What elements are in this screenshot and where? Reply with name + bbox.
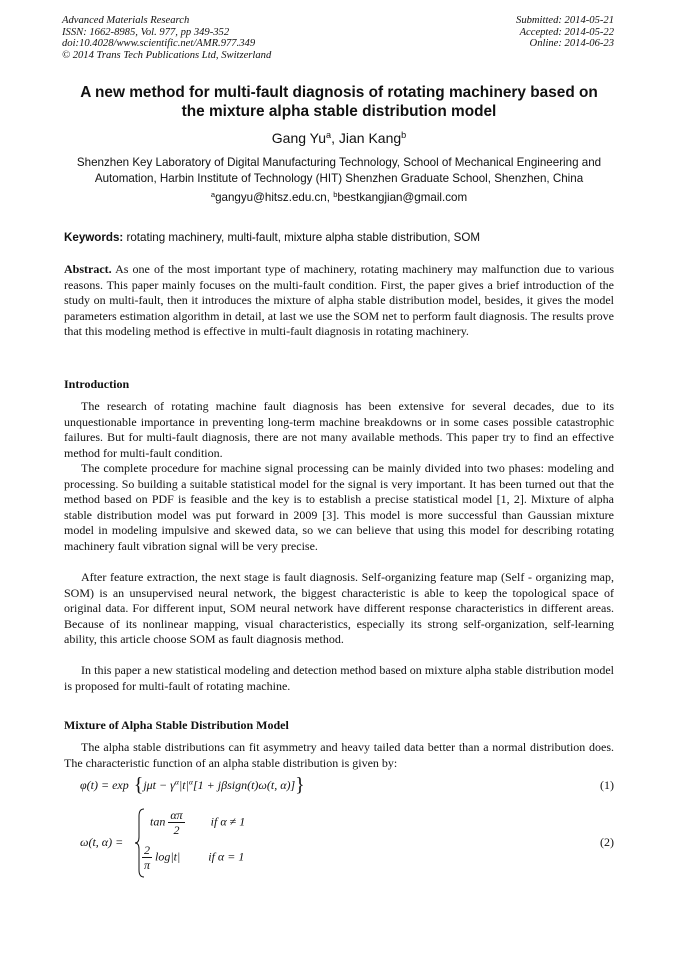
introduction-heading: Introduction <box>64 377 130 391</box>
doi-line: doi:10.4028/www.scientific.net/AMR.977.349 <box>62 38 256 50</box>
mixture-model-heading: Mixture of Alpha Stable Distribution Model <box>64 718 289 732</box>
equation-1-number: (1) <box>600 778 614 792</box>
equation-2-lhs: ω(t, α) = <box>80 835 124 849</box>
author-2: Jian Kang <box>338 130 402 146</box>
equation-2-number: (2) <box>600 835 614 849</box>
copyright-line: © 2014 Trans Tech Publications Ltd, Switzerland <box>62 49 272 61</box>
eq1-lhs: φ(t) = exp <box>80 778 129 792</box>
author-1-affil-mark: a <box>326 130 332 140</box>
eq2-case2-denominator: π <box>143 858 150 872</box>
author-1: Gang Yu <box>271 130 327 146</box>
submitted-date: Submitted: 2014-05-21 <box>516 15 614 26</box>
intro-paragraph-3: After feature extraction, the next stage is fault diagnosis. Self-organizing feature map (Self - organizing map, SOM) is an unsupervised neural network, the biggest characteristic is able to keep the topological space of original data. For different input, SOM neural network have different response characteristics in different areas. Because of its nonlinear mapping, visual characteristics, especially its strong self-organization, self-learning ability, this article choose SOM as fault diagnosis method. <box>64 570 614 646</box>
issn-line: ISSN: 1662-8985, Vol. 977, pp 349-352 <box>62 26 230 38</box>
eq2-case1-denominator: 2 <box>173 823 180 837</box>
author-list <box>0 130 678 146</box>
email-a[interactable]: gangyu@hitsz.edu.cn, <box>215 191 334 204</box>
journal-name: Advanced Materials Research <box>62 15 190 26</box>
equation-1: $\varphi(t) = \exp \{j\mu t - \gamma^\alpha|t|^\alpha[1$ + jβsign(t)ω(t, α)]} <box>80 774 305 796</box>
author-separator: , <box>331 130 339 146</box>
abstract-text: As one of the most important type of machinery, rotating machinery may malfunction due to various reasons. This paper mainly focuses on the multi-fault condition. First, the paper gives a brief introduction of the study on multi-fault, then it introduces the mixture of alpha stable distribution model, besides, it gives the model parameters estimation algorithm in detail, at last we use the SOM net to perform fault diagnosis. The results prove that this modeling method is effective in multi-fault diagnosis in rotating machinery. <box>64 262 614 338</box>
intro-paragraph-2: The complete procedure for machine signal processing can be mainly divided into two phases: modeling and processing. So building a suitable statistical model for the signal is very important. It has been turned out that the method based on PDF is feasible and the key is to establish a precise statistical model [1, 2]. Mixture of alpha stable distribution model was put forward in 2009 [3]. This model is more successful than Gaussian mixture model in modeling impulsive and skewed data, so we can believe that using this model for describing rotating machinery fault vibration signal will be very precise. <box>64 461 614 553</box>
eq2-case-2 <box>142 843 244 872</box>
eq1-alpha: α <box>174 777 179 787</box>
keywords-text: rotating machinery, multi-fault, mixture alpha stable distribution, SOM <box>123 231 481 244</box>
eq2-case1-fn: tan <box>150 814 166 829</box>
intro-paragraph-4: In this paper a new statistical modeling and detection method based on mixture alpha stable distribution model is proposed for multi-fault of rotating machine. <box>64 663 614 693</box>
author-2-affil-mark: b <box>401 130 407 140</box>
journal-header <box>62 15 271 61</box>
eq2-case2-fraction <box>142 843 152 872</box>
mixture-model-paragraph: The alpha stable distributions can fit asymmetry and heavy tailed data better than a normal distribution does. The characteristic function of an alpha stable distribution is given by: <box>64 740 614 770</box>
author-emails <box>0 191 678 204</box>
eq2-case1-numerator: απ <box>170 808 183 822</box>
eq1-alpha-2: α <box>188 777 193 787</box>
title-line-1: A new method for multi-fault diagnosis of rotating machinery based on <box>80 84 598 101</box>
intro-paragraph-1: The research of rotating machine fault diagnosis has been extensive for several decades, due to its unquestionable importance in preventing long-term machine breakdowns or in some cases possible catastrophic failures. But for multi-fault diagnosis, there are not many available methods. This paper try to find an effective method for multi-fault condition. <box>64 399 614 460</box>
keywords <box>64 231 480 244</box>
eq2-case1-fraction <box>168 808 184 837</box>
email-mark-a: a <box>210 189 216 199</box>
eq2-case2-fn: log|t| <box>155 849 181 864</box>
abstract <box>64 262 614 340</box>
eq1-body: jμt − γ <box>143 778 175 792</box>
email-b[interactable]: bestkangjian@gmail.com <box>337 191 468 204</box>
eq2-case-1 <box>150 808 245 837</box>
abstract-label: Abstract. <box>64 262 112 276</box>
eq2-case2-numerator: 2 <box>144 843 150 857</box>
eq1-bracket: [1 + jβsign(t)ω(t, α)] <box>192 778 296 792</box>
eq1-abs: |t| <box>178 778 189 792</box>
eq2-case1-condition: if α ≠ 1 <box>210 814 246 829</box>
title-line-2: the mixture alpha stable distribution model <box>181 103 497 120</box>
paper-title <box>40 83 638 121</box>
eq2-case2-condition: if α = 1 <box>208 849 245 864</box>
accepted-date: Accepted: 2014-05-22 <box>519 26 614 38</box>
online-date: Online: 2014-06-23 <box>529 38 614 50</box>
dates-header <box>516 15 614 50</box>
email-mark-b: b <box>333 189 338 199</box>
keywords-label: Keywords: <box>64 231 124 244</box>
affiliation: Shenzhen Key Laboratory of Digital Manufacturing Technology, School of Mechanical Engineering and Automation, Harbin Institute of Technology (HIT) Shenzhen Graduate School, Shenzhen, China <box>76 156 602 185</box>
